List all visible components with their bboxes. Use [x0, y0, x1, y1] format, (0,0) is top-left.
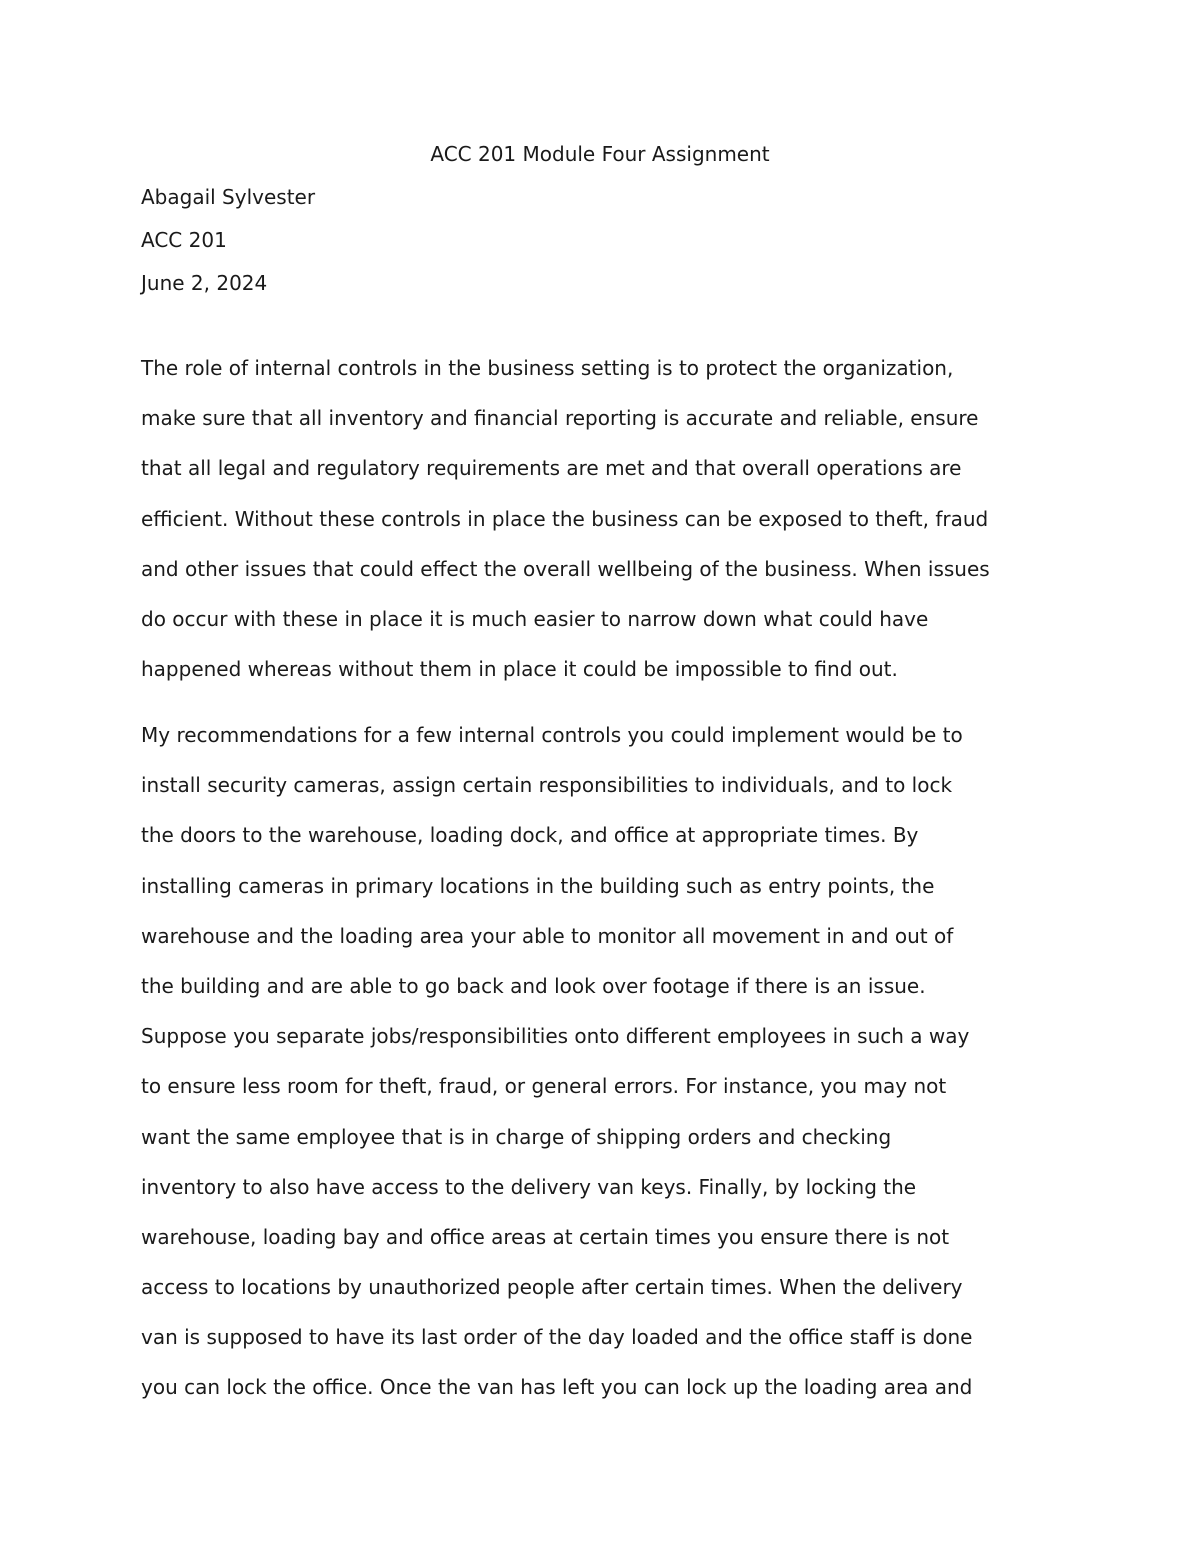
paragraph-internal-controls-role	[141, 353, 1081, 704]
text-line: Suppose you separate jobs/responsibilities onto different employees in such a way	[141, 1024, 970, 1049]
text-line: install security cameras, assign certain responsibilities to individuals, and to lock	[141, 773, 953, 798]
text-line: and other issues that could effect the overall wellbeing of the business. When issues	[141, 556, 990, 581]
text-line: to ensure less room for theft, fraud, or general errors. For instance, you may not	[141, 1074, 947, 1099]
text-line: warehouse and the loading area your able to monitor all movement in and out of	[141, 923, 954, 948]
text-line: want the same employee that is in charge of shipping orders and checking	[141, 1124, 892, 1149]
document-title: ACC 201 Module Four Assignment	[430, 142, 770, 166]
author-name: Abagail Sylvester	[141, 185, 316, 209]
text-line: My recommendations for a few internal controls you could implement would be to	[141, 723, 963, 747]
text-line: The role of internal controls in the business setting is to protect the organization,	[141, 356, 954, 380]
text-line: the building and are able to go back and look over footage if there is an issue.	[141, 973, 926, 998]
text-line: inventory to also have access to the delivery van keys. Finally, by locking the	[141, 1174, 917, 1199]
text-line: warehouse, loading bay and office areas at certain times you ensure there is not	[141, 1224, 950, 1249]
text-line: van is supposed to have its last order of the day loaded and the office staff is done	[141, 1325, 973, 1350]
text-line: happened whereas without them in place it could be impossible to find out.	[141, 657, 898, 682]
text-line: access to locations by unauthorized people after certain times. When the delivery	[141, 1275, 963, 1300]
text-line: do occur with these in place it is much easier to narrow down what could have	[141, 606, 929, 631]
text-line: make sure that all inventory and financial reporting is accurate and reliable, ensure	[141, 406, 979, 431]
text-line: the doors to the warehouse, loading dock, and office at appropriate times. By	[141, 823, 919, 848]
text-line: you can lock the office. Once the van has left you can lock up the loading area and	[141, 1375, 973, 1400]
text-line: efficient. Without these controls in place the business can be exposed to theft, fraud	[141, 506, 989, 531]
text-line: that all legal and regulatory requirements are met and that overall operations are	[141, 456, 962, 481]
course-code: ACC 201	[141, 228, 227, 252]
paragraph-recommendations	[141, 720, 1081, 1423]
text-line: installing cameras in primary locations in the building such as entry points, the	[141, 873, 935, 898]
assignment-date: June 2, 2024	[141, 271, 268, 295]
